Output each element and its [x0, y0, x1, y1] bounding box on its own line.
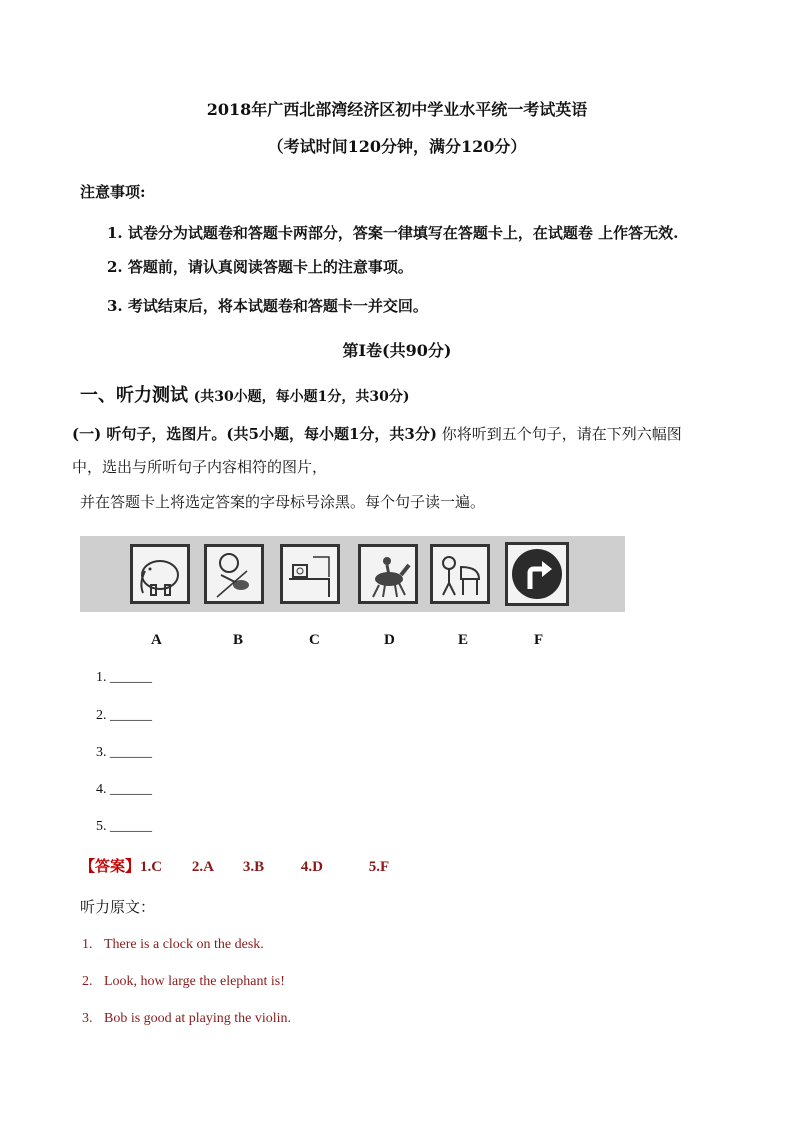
transcript-heading: 听力原文：	[80, 898, 156, 916]
section-heading	[80, 381, 410, 407]
picture-strip	[80, 536, 625, 612]
transcript-line	[82, 1011, 291, 1027]
exam-info: （考试时间120分钟，满分120分）	[267, 137, 527, 156]
picture-label: B	[233, 632, 244, 648]
transcript-line	[82, 974, 285, 990]
page-title: 2018年广西北部湾经济区初中学业水平统一考试英语	[206, 100, 588, 119]
answer-value: 5.F	[368, 859, 390, 875]
horse-rider-icon	[358, 544, 418, 604]
notice-item: 1. 试卷分为试题卷和答题卡两部分，答案一律填写在答题卡上，在试题卷 上作答无效.	[107, 224, 679, 242]
answer-value: 1.C	[140, 859, 163, 875]
picture-label: A	[151, 632, 162, 648]
notice-item: 2. 答题前，请认真阅读答题卡上的注意事项。	[107, 258, 413, 276]
transcript-number: 3.	[82, 1011, 93, 1026]
subsection-heading	[72, 423, 682, 444]
picture-label: F	[534, 632, 544, 648]
part-heading: 第Ⅰ卷(共90分)	[342, 341, 452, 360]
transcript-line	[82, 937, 264, 953]
notice-item: 3. 考试结束后，将本试题卷和答题卡一并交回。	[107, 297, 428, 315]
elephant-icon	[130, 544, 190, 604]
turn-right-sign-icon	[505, 542, 569, 606]
question-blank: 4. ______	[96, 782, 152, 797]
question-blank: 5. ______	[96, 819, 152, 834]
transcript-text: Look, how large the elephant is!	[104, 974, 285, 989]
subsection-instruction: 中，选出与所听句子内容相符的图片，	[72, 458, 328, 476]
picture-label: D	[384, 632, 395, 648]
section-meta: (共30小题，每小题1分，共30分)	[193, 389, 410, 405]
picture-label: E	[458, 632, 469, 648]
subsection-instruction: 并在答题卡上将选定答案的字母标号涂黑。每个句子读一遍。	[80, 493, 486, 511]
question-blank: 3. ______	[96, 745, 152, 760]
picture-label: C	[309, 632, 320, 648]
answer-value: 2.A	[191, 859, 214, 875]
clock-on-desk-icon	[280, 544, 340, 604]
transcript-number: 2.	[82, 974, 93, 989]
transcript-text: Bob is good at playing the violin.	[104, 1011, 292, 1026]
answer-line	[80, 855, 389, 876]
subsection-title: (一) 听句子，选图片。(共5小题，每小题1分，共3分)	[72, 425, 437, 443]
answer-value: 4.D	[300, 859, 323, 875]
answer-tag: 【答案】	[80, 859, 141, 875]
piano-player-icon	[430, 544, 490, 604]
question-blank: 2. ______	[96, 708, 152, 723]
question-blank: 1. ______	[96, 670, 152, 685]
transcript-number: 1.	[82, 937, 93, 952]
section-title: 一、听力测试	[80, 385, 188, 406]
subsection-instruction: 你将听到五个句子，请在下列六幅图	[441, 425, 682, 443]
answer-value: 3.B	[242, 859, 265, 875]
violin-player-icon	[204, 544, 264, 604]
transcript-text: There is a clock on the desk.	[104, 937, 264, 952]
notice-heading: 注意事项:	[80, 183, 146, 201]
